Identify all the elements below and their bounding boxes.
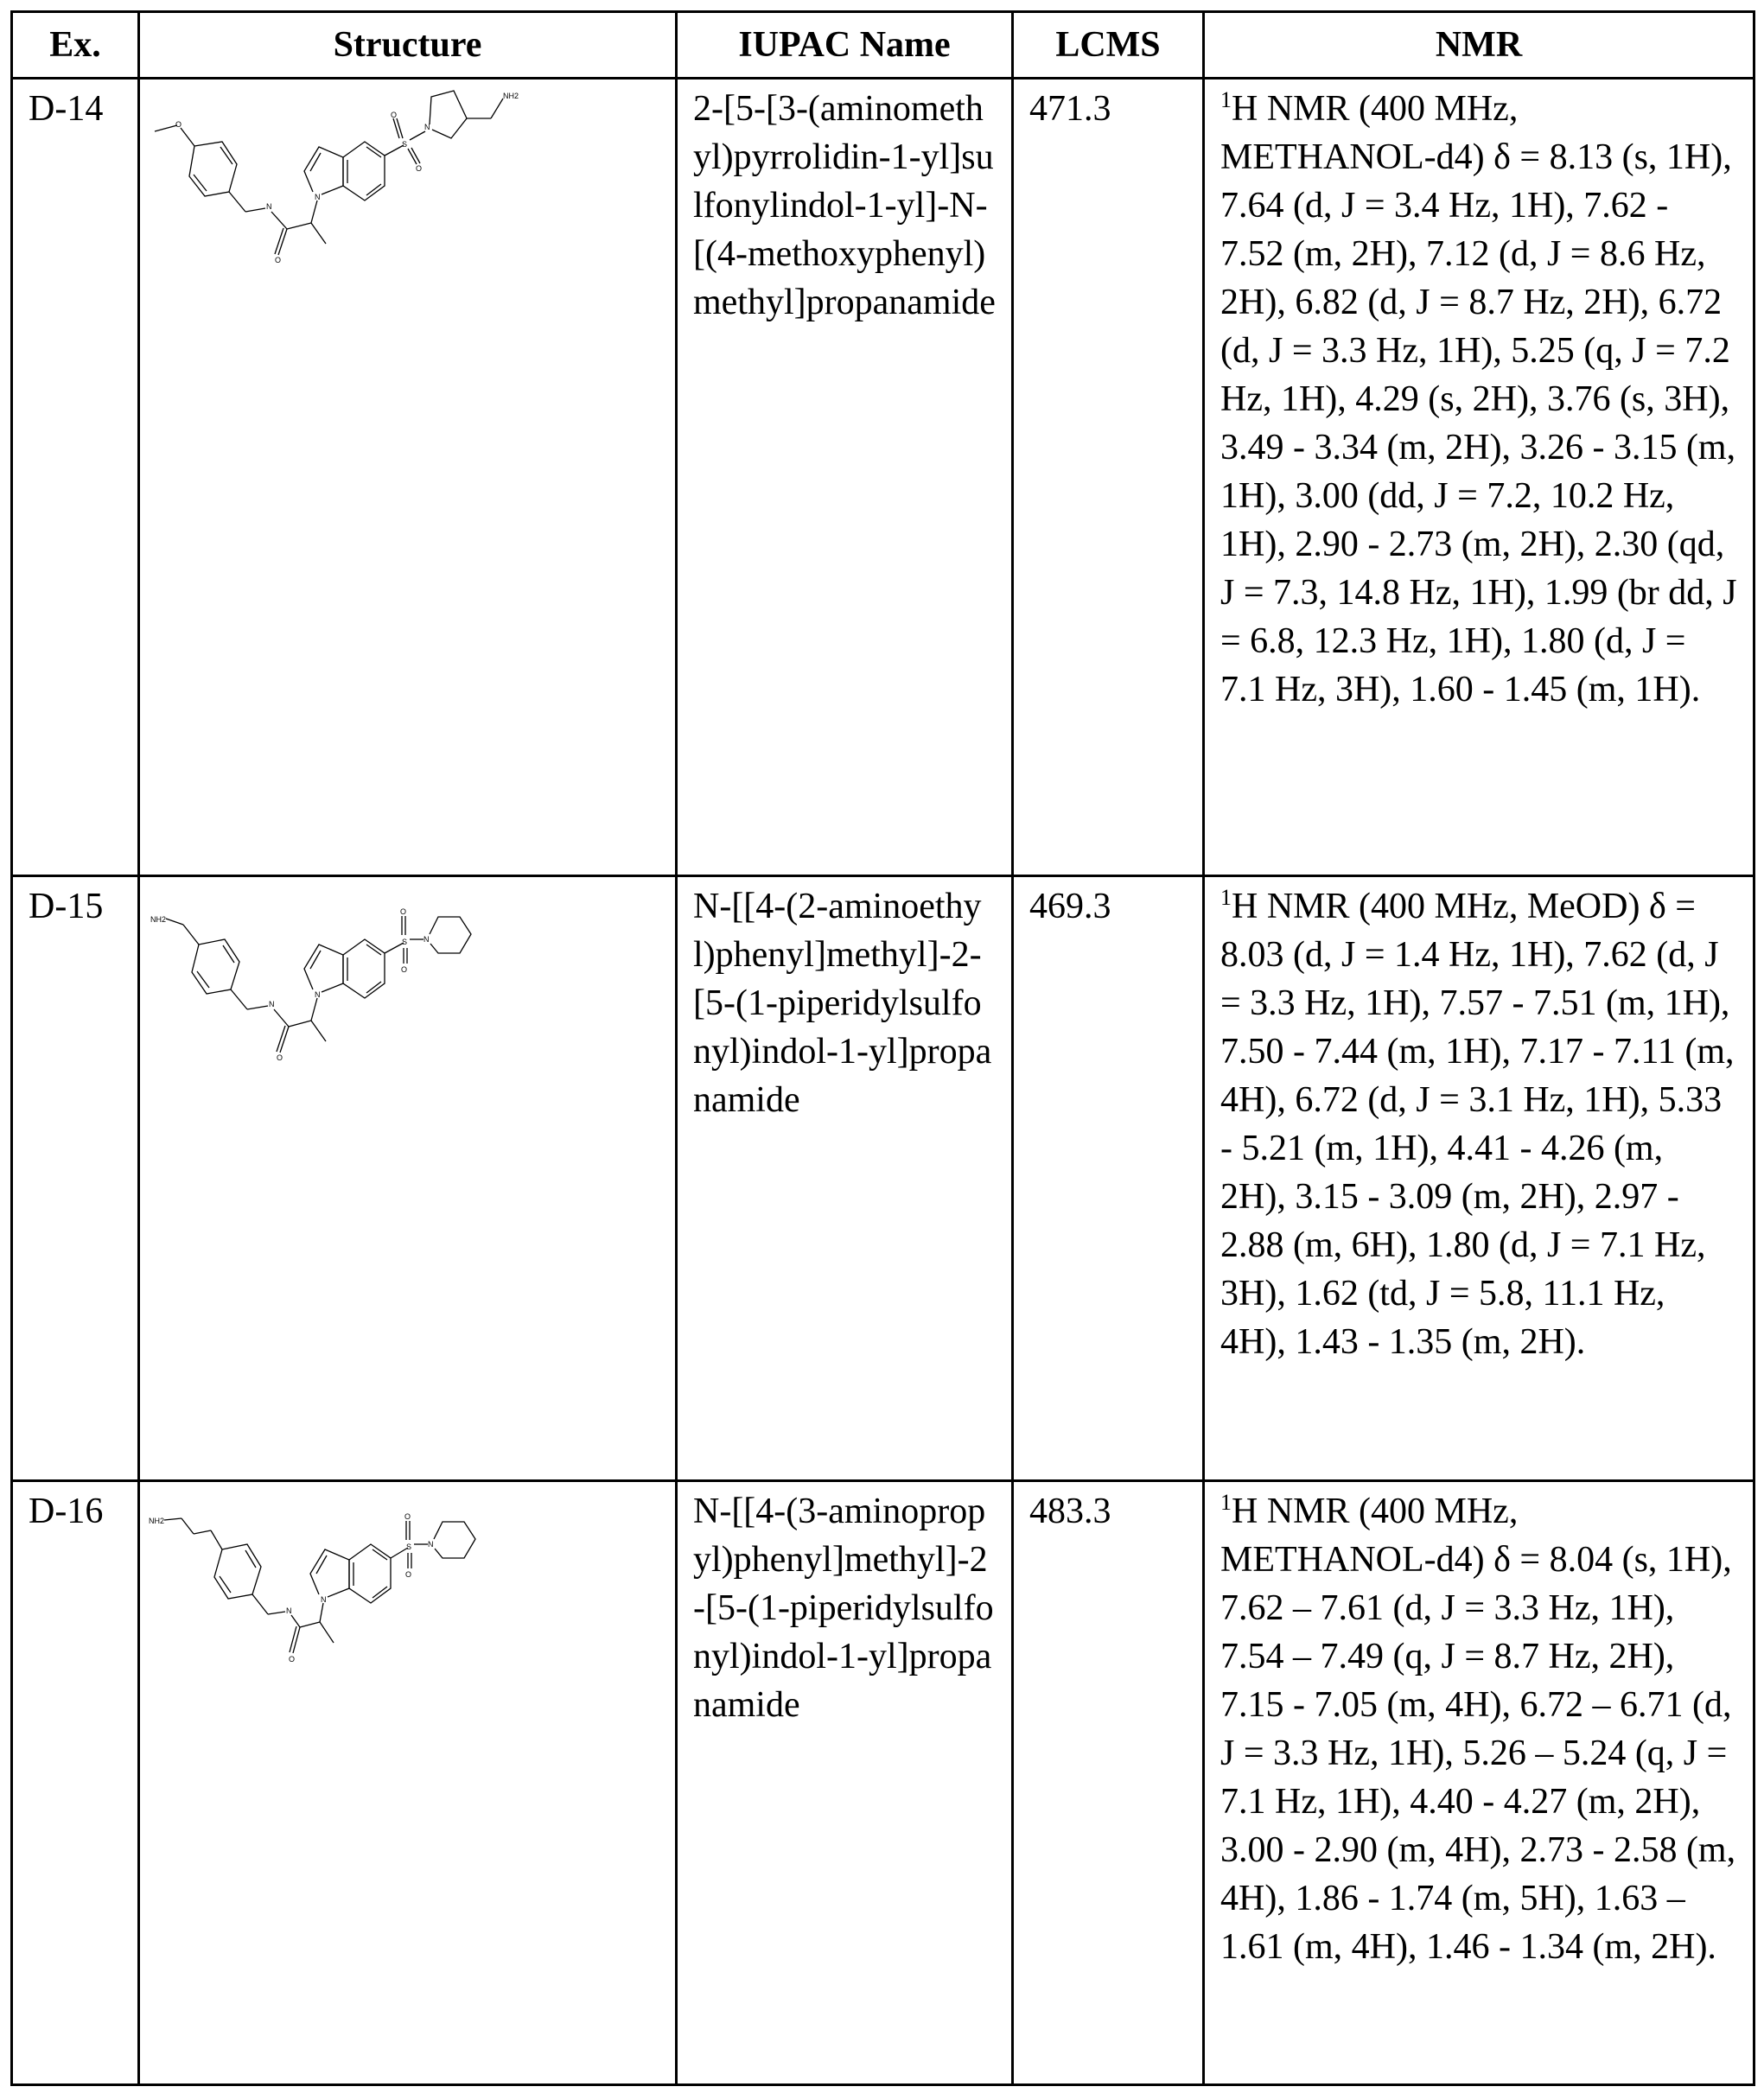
svg-text:N: N (321, 1595, 327, 1604)
svg-text:O: O (289, 1655, 295, 1664)
svg-text:O: O (400, 907, 406, 916)
svg-text:S: S (402, 938, 407, 946)
svg-text:O: O (416, 164, 422, 173)
nmr-data: 1H NMR (400 MHz, MeOD) δ = 8.03 (d, J = 1.4 Hz, 1H), 7.62 (d, J = 3.3 Hz, 1H), 7.57 - 7.51 (m, 1H), 7.50 - 7.44 (m, 1H), 7.17 - 7.11 (m, 4H), 6.72 (d, J = 3.1 Hz, 1H), 5.33 - 5.21 (m, 1H), 4.41 - 4.26 (m, 2H), 3.15 - 3.09 (m, 2H), 2.97 - 2.88 (m, 6H), 1.80 (d, J = 7.1 Hz, 3H), 1.62 (td, J = 5.8, 11.1 Hz, 4H), 1.43 - 1.35 (m, 2H). (1204, 876, 1754, 1481)
iupac-name: N-[[4-(3-aminopropyl)phenyl]methyl]-2-[5-(1-piperidylsulfonyl)indol-1-yl]propanamide (677, 1481, 1013, 2085)
lcms-value: 471.3 (1013, 79, 1204, 876)
header-nmr: NMR (1204, 12, 1754, 79)
table-row (12, 79, 1754, 876)
header-ex: Ex. (12, 12, 139, 79)
svg-text:NH2: NH2 (150, 915, 166, 924)
header-lcms: LCMS (1013, 12, 1204, 79)
compound-table (10, 10, 1755, 2086)
svg-text:N: N (428, 1540, 434, 1549)
svg-text:O: O (405, 1570, 411, 1579)
svg-text:O: O (275, 256, 281, 264)
svg-text:N: N (315, 990, 321, 999)
svg-text:O: O (404, 1512, 411, 1521)
lcms-value: 469.3 (1013, 876, 1204, 1481)
svg-text:O: O (277, 1053, 283, 1062)
header-structure: Structure (139, 12, 677, 79)
chemical-structure-image (140, 80, 676, 278)
svg-text:N: N (423, 935, 430, 944)
header-iupac: IUPAC Name (677, 12, 1013, 79)
chemical-structure-image (140, 1482, 676, 1681)
svg-text:S: S (402, 140, 407, 149)
nmr-data: 1H NMR (400 MHz, METHANOL-d4) δ = 8.13 (s, 1H), 7.64 (d, J = 3.4 Hz, 1H), 7.62 - 7.52 (m, 2H), 7.12 (d, J = 8.6 Hz, 2H), 6.82 (d, J = 8.7 Hz, 2H), 6.72 (d, J = 3.3 Hz, 1H), 5.25 (q, J = 7.2 Hz, 1H), 4.29 (s, 2H), 3.76 (s, 3H), 3.49 - 3.34 (m, 2H), 3.26 - 3.15 (m, 1H), 3.00 (dd, J = 7.2, 10.2 Hz, 1H), 2.90 - 2.73 (m, 2H), 2.30 (qd, J = 7.3, 14.8 Hz, 1H), 1.99 (br dd, J = 6.8, 12.3 Hz, 1H), 1.80 (d, J = 7.1 Hz, 3H), 1.60 - 1.45 (m, 1H). (1204, 79, 1754, 876)
structure-cell (139, 876, 677, 1481)
svg-text:N: N (266, 202, 272, 211)
iupac-name: N-[[4-(2-aminoethyl)phenyl]methyl]-2-[5-(1-piperidylsulfonyl)indol-1-yl]propanamide (677, 876, 1013, 1481)
example-id: D-16 (12, 1481, 139, 2085)
svg-text:N: N (424, 123, 430, 131)
svg-text:O: O (401, 965, 407, 974)
svg-text:NH2: NH2 (149, 1517, 164, 1525)
structure-cell (139, 1481, 677, 2085)
iupac-name: 2-[5-[3-(aminomethyl)pyrrolidin-1-yl]sulfonylindol-1-yl]-N-[(4-methoxyphenyl)methyl]propanamide (677, 79, 1013, 876)
svg-text:N: N (269, 1000, 275, 1008)
table-row (12, 1481, 1754, 2085)
svg-text:S: S (406, 1543, 411, 1551)
svg-text:N: N (315, 193, 321, 201)
structure-cell (139, 79, 677, 876)
svg-text:O: O (391, 111, 397, 119)
svg-text:O: O (175, 120, 181, 129)
example-id: D-14 (12, 79, 139, 876)
svg-text:N: N (286, 1606, 292, 1615)
chemical-structure-image (140, 877, 676, 1076)
header-row (12, 12, 1754, 79)
nmr-data: 1H NMR (400 MHz, METHANOL-d4) δ = 8.04 (s, 1H), 7.62 – 7.61 (d, J = 3.3 Hz, 1H), 7.54 – 7.49 (q, J = 8.7 Hz, 2H), 7.15 - 7.05 (m, 4H), 6.72 – 6.71 (d, J = 3.3 Hz, 1H), 5.26 – 5.24 (q, J = 7.1 Hz, 1H), 4.40 - 4.27 (m, 2H), 3.00 - 2.90 (m, 4H), 2.73 - 2.58 (m, 4H), 1.86 - 1.74 (m, 5H), 1.63 – 1.61 (m, 4H), 1.46 - 1.34 (m, 2H). (1204, 1481, 1754, 2085)
table-row (12, 876, 1754, 1481)
lcms-value: 483.3 (1013, 1481, 1204, 2085)
svg-text:NH2: NH2 (503, 92, 519, 100)
example-id: D-15 (12, 876, 139, 1481)
